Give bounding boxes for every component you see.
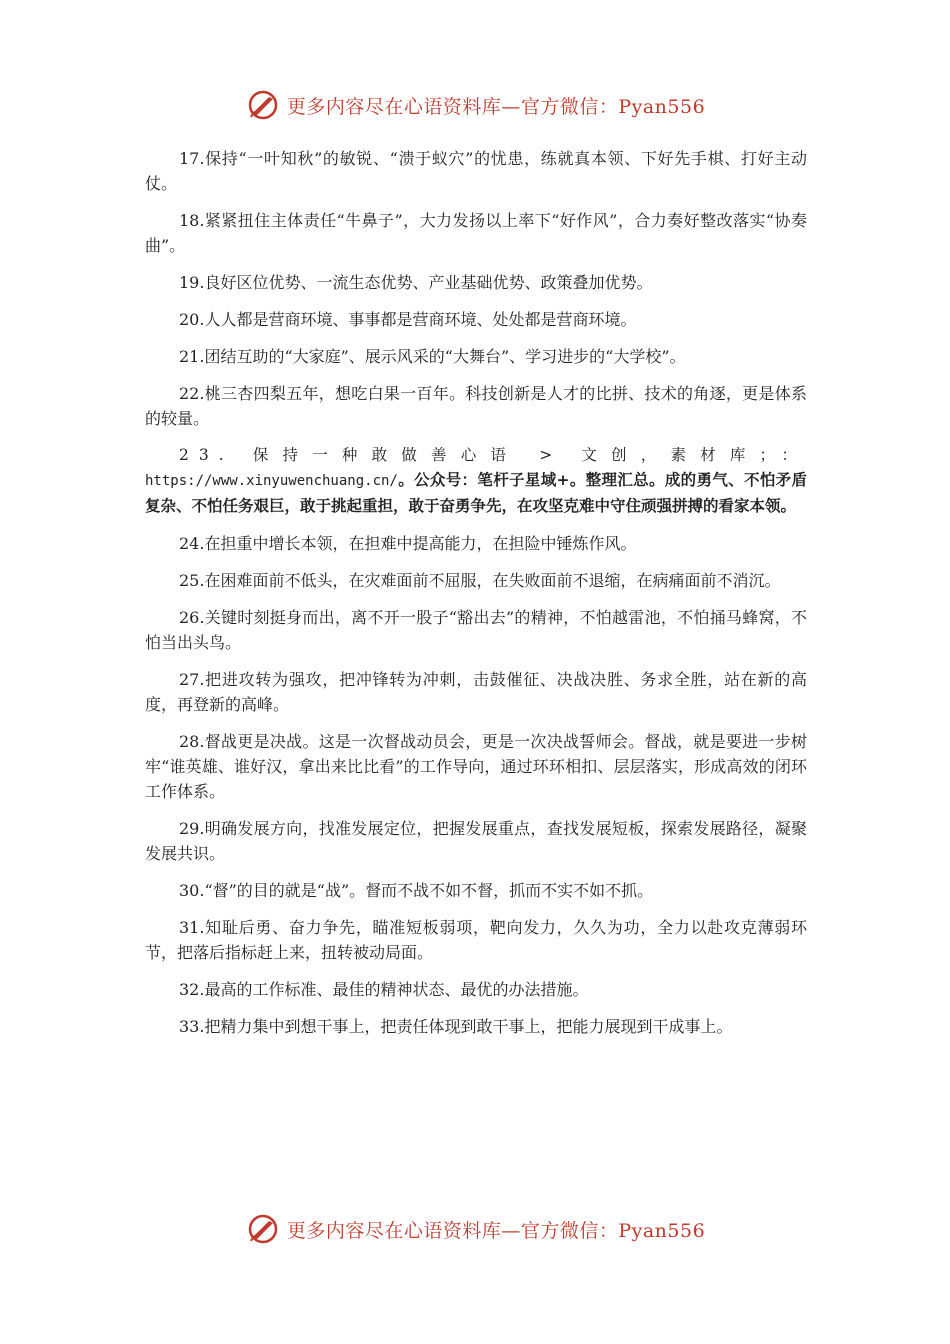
paragraph-18: 18.紧紧扭住主体责任“牛鼻子”，大力发扬以上率下“好作风”，合力奏好整改落实“协奏曲”。 [145,211,807,255]
paragraph-33: 33.把精力集中到想干事上，把责任体现到敢干事上，把能力展现到干成事上。 [179,1017,733,1036]
header-banner [0,85,950,125]
paragraph-30: 30.“督”的目的就是“战”。督而不战不如不督，抓而不实不如不抓。 [179,881,654,900]
paragraph-27: 27.把进攻转为强攻，把冲锋转为冲刺，击鼓催征、决战决胜、务求全胜，站在新的高度，再登新的高峰。 [145,670,807,714]
document-body [145,146,807,1051]
pen-logo-icon [245,87,281,123]
paragraph-23-lead: 23. 保持一种敢做善心语 > 文创，素材库；： [179,446,807,464]
paragraph-22: 22.桃三杏四梨五年，想吃白果一百年。科技创新是人才的比拼、技术的角逐，更是体系的较量。 [145,384,807,428]
paragraph-17: 17.保持“一叶知秋”的敏锐、“溃于蚁穴”的忧患，练就真本领、下好先手棋、打好主动仗。 [145,149,807,193]
header-banner-text: 更多内容尽在心语资料库—官方微信：Pyan556 [286,95,706,118]
paragraph-29: 29.明确发展方向，找准发展定位，把握发展重点，查找发展短板，探索发展路径，凝聚发展共识。 [145,819,807,863]
footer-banner-text: 更多内容尽在心语资料库—官方微信：Pyan556 [286,1219,706,1242]
paragraph-31: 31.知耻后勇、奋力争先，瞄准短板弱项，靶向发力，久久为功，全力以赴攻克薄弱环节，把落后指标赶上来，扭转被动局面。 [145,918,807,962]
paragraph-19: 19.良好区位优势、一流生态优势、产业基础优势、政策叠加优势。 [179,273,653,292]
paragraph-25: 25.在困难面前不低头，在灾难面前不屈服，在失败面前不退缩，在病痛面前不消沉。 [179,571,781,590]
paragraph-20: 20.人人都是营商环境、事事都是营商环境、处处都是营商环境。 [179,310,637,329]
paragraph-23 [145,443,807,519]
paragraph-23-rest: 。公众号：笔杆子星域+。整理汇总。成的勇气、不怕矛盾复杂、不怕任务艰巨，敢于挑起重担，敢于奋勇争先，在攻坚克难中守住顽强拼搏的看家本领。 [145,471,807,515]
paragraph-32: 32.最高的工作标准、最佳的精神状态、最优的办法措施。 [179,980,589,999]
paragraph-24: 24.在担重中增长本领，在担难中提高能力，在担险中锤炼作风。 [179,534,637,553]
source-url-link[interactable]: https://www.xinyuwenchuang.cn/ [145,473,398,489]
footer-banner [0,1209,950,1249]
pen-logo-icon [245,1211,281,1247]
paragraph-26: 26.关键时刻挺身而出，离不开一股子“豁出去”的精神，不怕越雷池，不怕捅马蜂窝，不怕当出头鸟。 [145,608,807,652]
paragraph-28: 28.督战更是决战。这是一次督战动员会，更是一次决战誓师会。督战，就是要进一步树牢“谁英雄、谁好汉，拿出来比比看”的工作导向，通过环环相扣、层层落实，形成高效的闭环工作体系。 [145,732,807,801]
paragraph-21: 21.团结互助的“大家庭”、展示风采的“大舞台”、学习进步的“大学校”。 [179,347,686,366]
